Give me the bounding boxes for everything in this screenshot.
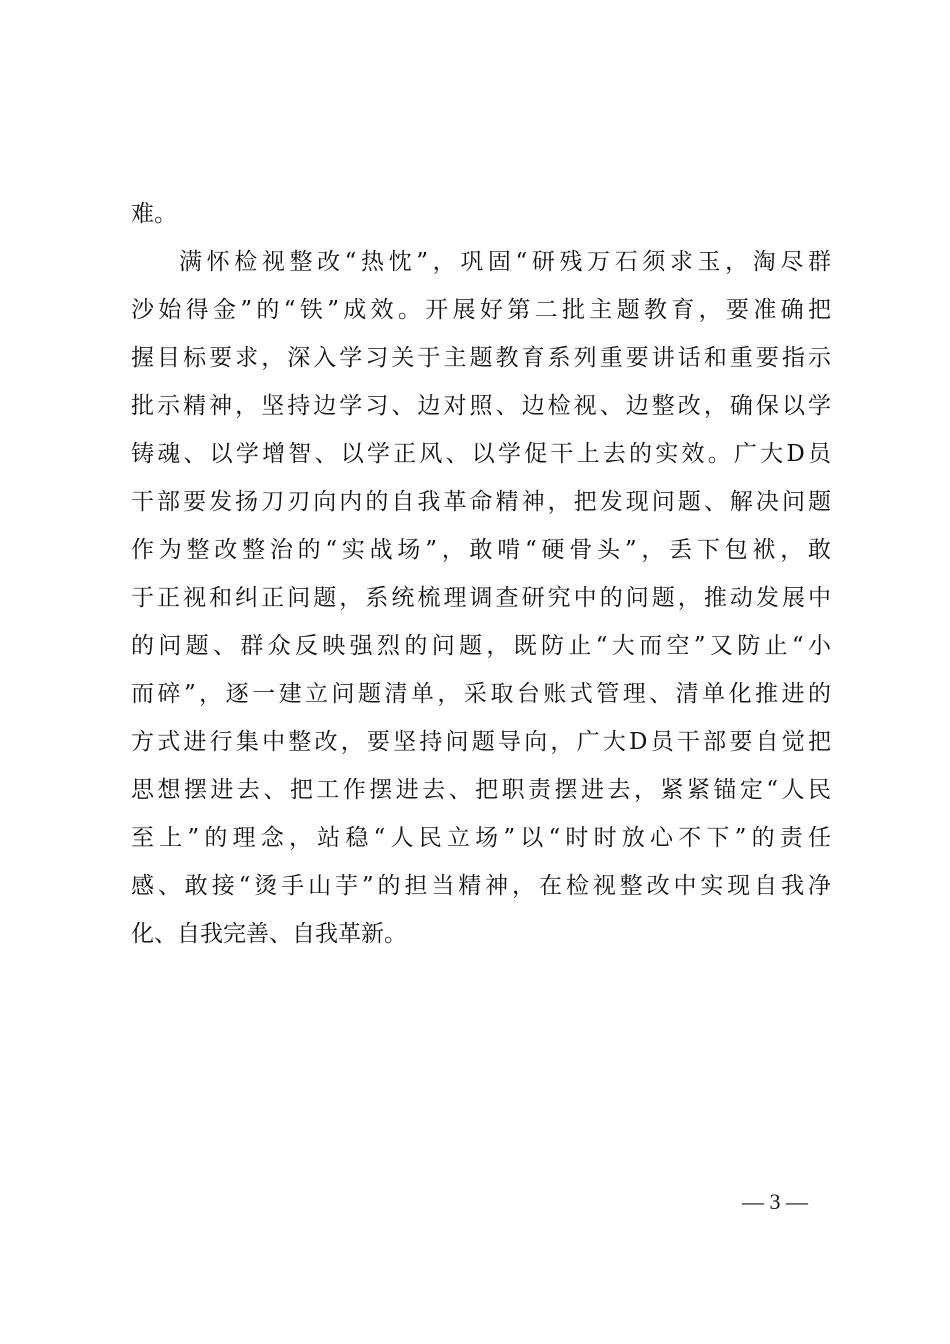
text-line: 化、自我完善、自我革新。 bbox=[131, 921, 407, 947]
text-line: 批示精神，坚持边学习、边对照、边检视、边整改，确保以学 bbox=[131, 393, 831, 419]
text-line: 握目标要求，深入学习关于主题教育系列重要讲话和重要指示 bbox=[131, 345, 831, 371]
text-line: 作为整改整治的“实战场”，敢啃“硬骨头”，丢下包袱，敢 bbox=[131, 537, 831, 563]
text-line: 至上”的理念，站稳“人民立场”以“时时放心不下”的责任 bbox=[131, 825, 831, 851]
text-line: 于正视和纠正问题，系统梳理调查研究中的问题，推动发展中 bbox=[131, 585, 831, 611]
text-line: 的问题、群众反映强烈的问题，既防止“大而空”又防止“小 bbox=[131, 633, 831, 659]
text-line: 方式进行集中整改，要坚持问题导向，广大D员干部要自觉把 bbox=[131, 729, 831, 755]
text-line: 思想摆进去、把工作摆进去、把职责摆进去，紧紧锚定“人民 bbox=[131, 777, 831, 803]
text-line: 而碎”，逐一建立问题清单，采取台账式管理、清单化推进的 bbox=[131, 681, 831, 707]
page-number: — 3 — bbox=[742, 1189, 808, 1214]
text-line: 感、敢接“烫手山芋”的担当精神，在检视整改中实现自我净 bbox=[131, 873, 831, 899]
text-line: 难。 bbox=[131, 201, 177, 227]
text-line: 铸魂、以学增智、以学正风、以学促干上去的实效。广大D员 bbox=[131, 441, 831, 467]
text-line: 满怀检视整改“热忱”，巩固“研残万石须求玉，淘尽群 bbox=[179, 249, 831, 275]
body-text bbox=[131, 190, 831, 958]
text-line: 干部要发扬刀刃向内的自我革命精神，把发现问题、解决问题 bbox=[131, 489, 831, 515]
text-line: 沙始得金”的“铁”成效。开展好第二批主题教育，要准确把 bbox=[131, 297, 831, 323]
